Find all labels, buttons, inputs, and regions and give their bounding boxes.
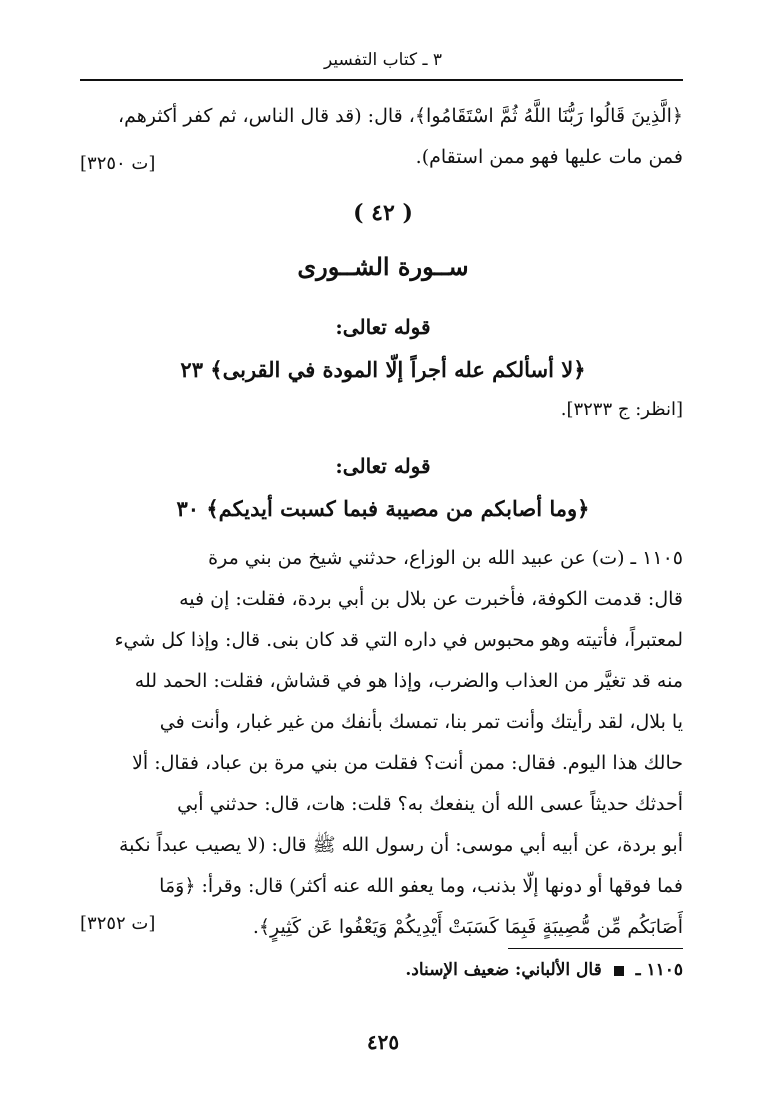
square-bullet-icon xyxy=(614,966,624,976)
footnote xyxy=(405,960,683,980)
section-heading: قوله تعالى: xyxy=(335,454,431,478)
verse-line: ﴿لا أسألكم عله أجراً إلّا المودة في القربى﴾ ٢٣ xyxy=(180,357,586,382)
hadith-line: منه قد تغيَّر من العذاب والضرب، وإذا هو في قشاش، فقلت: الحمد لله xyxy=(134,670,683,692)
hadith-reference: [ت ٣٢٥٢] xyxy=(80,913,156,934)
verse-line: ﴿وما أصابكم من مصيبة فبما كسبت أيديكم﴾ ٣٠ xyxy=(176,496,590,521)
hadith-line: أحدثك حديثاً عسى الله أن ينفعك به؟ قلت: هات، قال: حدثني أبي xyxy=(177,793,683,815)
surah-name: ســورة الشــورى xyxy=(297,252,469,281)
page-number: ٤٢٥ xyxy=(366,1030,400,1054)
hadith-line: أبو بردة، عن أبيه أبي موسى: أن رسول الله ﷺ قال: (لا يصيب عبداً نكبة xyxy=(118,834,683,856)
running-head: ٣ ـ كتاب التفسير xyxy=(323,50,443,70)
top-passage xyxy=(80,96,683,178)
footnote-rule xyxy=(508,948,683,949)
hadith-line: يا بلال، لقد رأيتك وأنت تمر بنا، تمسك بأنفك من غير غبار، وأنت في xyxy=(159,711,683,733)
footnote-number: ١١٠٥ ـ xyxy=(635,960,683,980)
hadith-line: ١١٠٥ ـ (ت) عن عبيد الله بن الوزاع، حدثني شيخ من بني مرة xyxy=(208,547,683,569)
hadith-text xyxy=(80,538,683,948)
footnote-text: قال الألباني: ضعيف الإسناد. xyxy=(405,960,602,980)
passage-line: فمن مات عليها فهو ممن استقام). xyxy=(415,146,683,168)
hadith-line: أَصَابَكُم مِّن مُّصِيبَةٍ فَبِمَا كَسَبَتْ أَيْدِيكُمْ وَيَعْفُوا عَن كَثِيرٍ﴾. xyxy=(252,916,683,938)
hadith-line: حالك هذا اليوم. فقال: ممن أنت؟ فقلت من بني مرة بن عباد، فقال: ألا xyxy=(132,752,683,774)
hadith-line: لمعتبراً، فأتيته وهو محبوس في داره التي قد كان بنى. قال: وإذا كل شيء xyxy=(114,629,683,651)
passage-line: ﴿الَّذِينَ قَالُوا رَبُّنَا اللَّهُ ثُمَّ اسْتَقَامُوا﴾، قال: (قد قال الناس، ثم كفر أكثرهم، xyxy=(117,105,683,127)
surah-number: ( ٤٢ ) xyxy=(353,200,413,226)
cross-reference: [انظر: ج ٣٢٣٣]. xyxy=(560,399,683,420)
hadith-line: قال: قدمت الكوفة، فأخبرت عن بلال بن أبي بردة، فقلت: إن فيه xyxy=(179,588,683,610)
section-heading: قوله تعالى: xyxy=(335,315,431,339)
hadith-line: فما فوقها أو دونها إلّا بذنب، وما يعفو الله عنه أكثر) قال: وقرأ: ﴿وَمَا xyxy=(159,875,683,897)
passage-reference: [ت ٣٢٥٠] xyxy=(80,153,156,174)
header-rule xyxy=(80,79,683,81)
